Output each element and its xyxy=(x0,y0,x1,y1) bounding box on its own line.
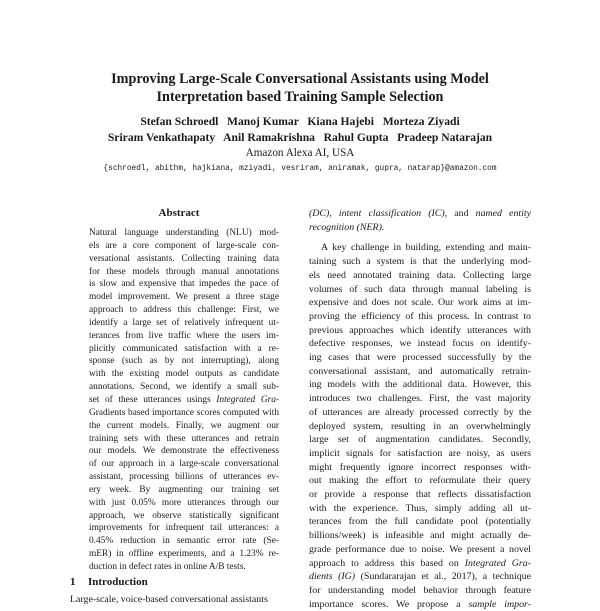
intro-first-line: Large-scale, voice-based conversational assistants xyxy=(70,594,268,605)
paper-title xyxy=(60,70,540,106)
paragraph-line: ing cases that were processed successfully by the xyxy=(309,352,531,364)
paragraph-line: conversational assistant, and automatically retrain- xyxy=(309,365,531,377)
paragraph-line: grade performance due to noise. We present a novel xyxy=(309,543,531,555)
abstract-line: our models. We demonstrate the effectiveness xyxy=(89,446,279,457)
paragraph-line: taining such a system is that the underlying mod- xyxy=(309,256,531,268)
paragraph-line xyxy=(309,570,531,584)
abstract-line: with the existing model outputs as candidate xyxy=(89,369,279,380)
paragraph-line: terances from the full candidate pool (potentially xyxy=(309,516,531,528)
abstract-line: sponse (such as by not interrupting), along xyxy=(89,356,279,367)
paragraph-gap xyxy=(309,234,531,241)
abstract-line: identify a large set of relatively infrequent ut- xyxy=(89,317,279,328)
abstract-line xyxy=(89,394,279,407)
paragraph-line: billions/week) is infeasible and might actually de- xyxy=(309,530,531,542)
abstract-line: Natural language understanding (NLU) mod- xyxy=(89,228,279,238)
paragraph-line xyxy=(309,207,531,221)
italic-term: named entity xyxy=(475,208,531,219)
abstract-line: versational assistants. Collecting training data xyxy=(89,253,279,264)
abstract-line: Gradients based importance scores computed with xyxy=(89,407,279,418)
abstract-body xyxy=(89,227,279,574)
italic-term: dients (IG) xyxy=(309,571,356,583)
abstract-line: 0.45% reduction in semantic error rate (Se- xyxy=(89,536,279,547)
paragraph-line: of utterances are already processed correctly by the xyxy=(309,406,531,418)
abstract-line: approach, we observe statistically significant xyxy=(89,510,279,521)
paragraph-line: proving the efficiency of this process. In contrast to xyxy=(309,310,531,322)
title-line: Improving Large-Scale Conversational Assistants using Model xyxy=(111,71,489,87)
author-emails: {schroedl, abithm, hajkiana, mziyadi, vesriram, aniramak, gupra, natarap}@amazon.com xyxy=(103,165,497,173)
right-column xyxy=(309,207,531,611)
paragraph-line: might frequently ignore incorrect responses with- xyxy=(309,461,531,473)
abstract-line: is slow and expensive that impedes the pace of xyxy=(89,279,279,290)
text-run: and xyxy=(447,208,476,219)
abstract-line: for these models through manual annotations xyxy=(89,266,279,277)
abstract-line: mER) in offline experiments, and a 1.23% re- xyxy=(89,549,279,560)
paragraph-line: A key challenge in building, extending and main- xyxy=(321,242,531,254)
abstract-line: of our approach in a large-scale conversational xyxy=(89,459,279,470)
abstract-line: els are a core component of large-scale con- xyxy=(89,240,279,251)
abstract-line: duction in defect rates in online A/B tests. xyxy=(89,561,246,572)
paragraph-line: els need annotated training data. Collecting large xyxy=(309,269,531,281)
paragraph-line: implicit signals for satisfaction are noisy, as users xyxy=(309,447,531,459)
paragraph-line: ing models with the additional data. However, this xyxy=(309,379,531,391)
paragraph-line: previous approaches which identify utterances with xyxy=(309,324,531,336)
paragraph-line: with the experience. Thus, simply adding all ut- xyxy=(309,502,531,514)
italic-term: recognition (NER). xyxy=(309,221,385,233)
italic-term: sample impor- xyxy=(468,598,531,610)
text-run: approach to address this based on xyxy=(309,557,465,569)
abstract-line: annotations. Second, we identify a small sub- xyxy=(89,382,279,393)
abstract-line: ery week. By augmenting our training set xyxy=(89,484,279,495)
abstract-line: training sets with these utterances and retrain xyxy=(89,433,279,444)
paragraph-line xyxy=(309,557,531,571)
abstract-line: terances from live traffic where the users im- xyxy=(89,330,279,341)
section-heading-introduction xyxy=(70,576,148,589)
abstract-line: approach to address this challenge: First, we xyxy=(89,305,279,316)
abstract-line: improvements for infrequent tail utterances: a xyxy=(89,523,279,534)
abstract-line: model improvement. We present a three stage xyxy=(89,292,279,303)
italic-term: Integrated Gra- xyxy=(464,557,531,569)
paragraph-line: out making the effort to reformulate their query xyxy=(309,475,531,487)
abstract-heading: Abstract xyxy=(158,207,200,219)
paragraph-line: or provide a response that reflects dissatisfaction xyxy=(309,489,531,501)
text-run: (Sundararajan et al., 2017), a technique xyxy=(355,571,531,583)
abstract-line: the current models. Finally, we augment our xyxy=(89,420,279,431)
paragraph-line: for understanding model behavior through feature xyxy=(309,584,531,596)
paragraph-line: deployed system, resulting in an overwhelmingly xyxy=(309,420,531,432)
abstract-line: assistant, processing billions of utterances ev- xyxy=(89,472,279,483)
author-line: Sriram Venkathapaty Anil Ramakrishna Rahul Gupta Pradeep Natarajan xyxy=(107,131,493,144)
author-line: Stefan Schroedl Manoj Kumar Kiana Hajebi Morteza Ziyadi xyxy=(140,115,460,128)
text-run: importance scores. We propose a xyxy=(309,598,469,610)
paragraph-line xyxy=(309,221,531,235)
section-number: 1 xyxy=(70,576,76,588)
paragraph-line: introduces two challenges. First, the vast majority xyxy=(309,393,531,405)
author-list xyxy=(30,114,570,146)
paragraph-line: defective responses, we instead focus on identify- xyxy=(309,338,531,350)
abstract-line: with just 0.05% more utterances through our xyxy=(89,497,279,508)
italic-term: (DC), intent classification (IC), xyxy=(309,208,448,219)
abstract-italic-term: Integrated Gra- xyxy=(216,394,279,405)
abstract-text: set of these utterances usings xyxy=(89,394,211,405)
abstract-line: plicitly communicated satisfaction with a re- xyxy=(89,343,279,354)
title-line: Interpretation based Training Sample Selection xyxy=(156,89,444,105)
paragraph-line: expensive and does not scale. Our work aims at im- xyxy=(309,297,531,309)
paragraph-line: volumes of such data through manual labeling is xyxy=(309,283,531,295)
section-title: Introduction xyxy=(88,576,148,588)
affiliation: Amazon Alexa AI, USA xyxy=(245,147,355,159)
paragraph-line: large set of augmentation candidates. Secondly, xyxy=(309,434,531,446)
